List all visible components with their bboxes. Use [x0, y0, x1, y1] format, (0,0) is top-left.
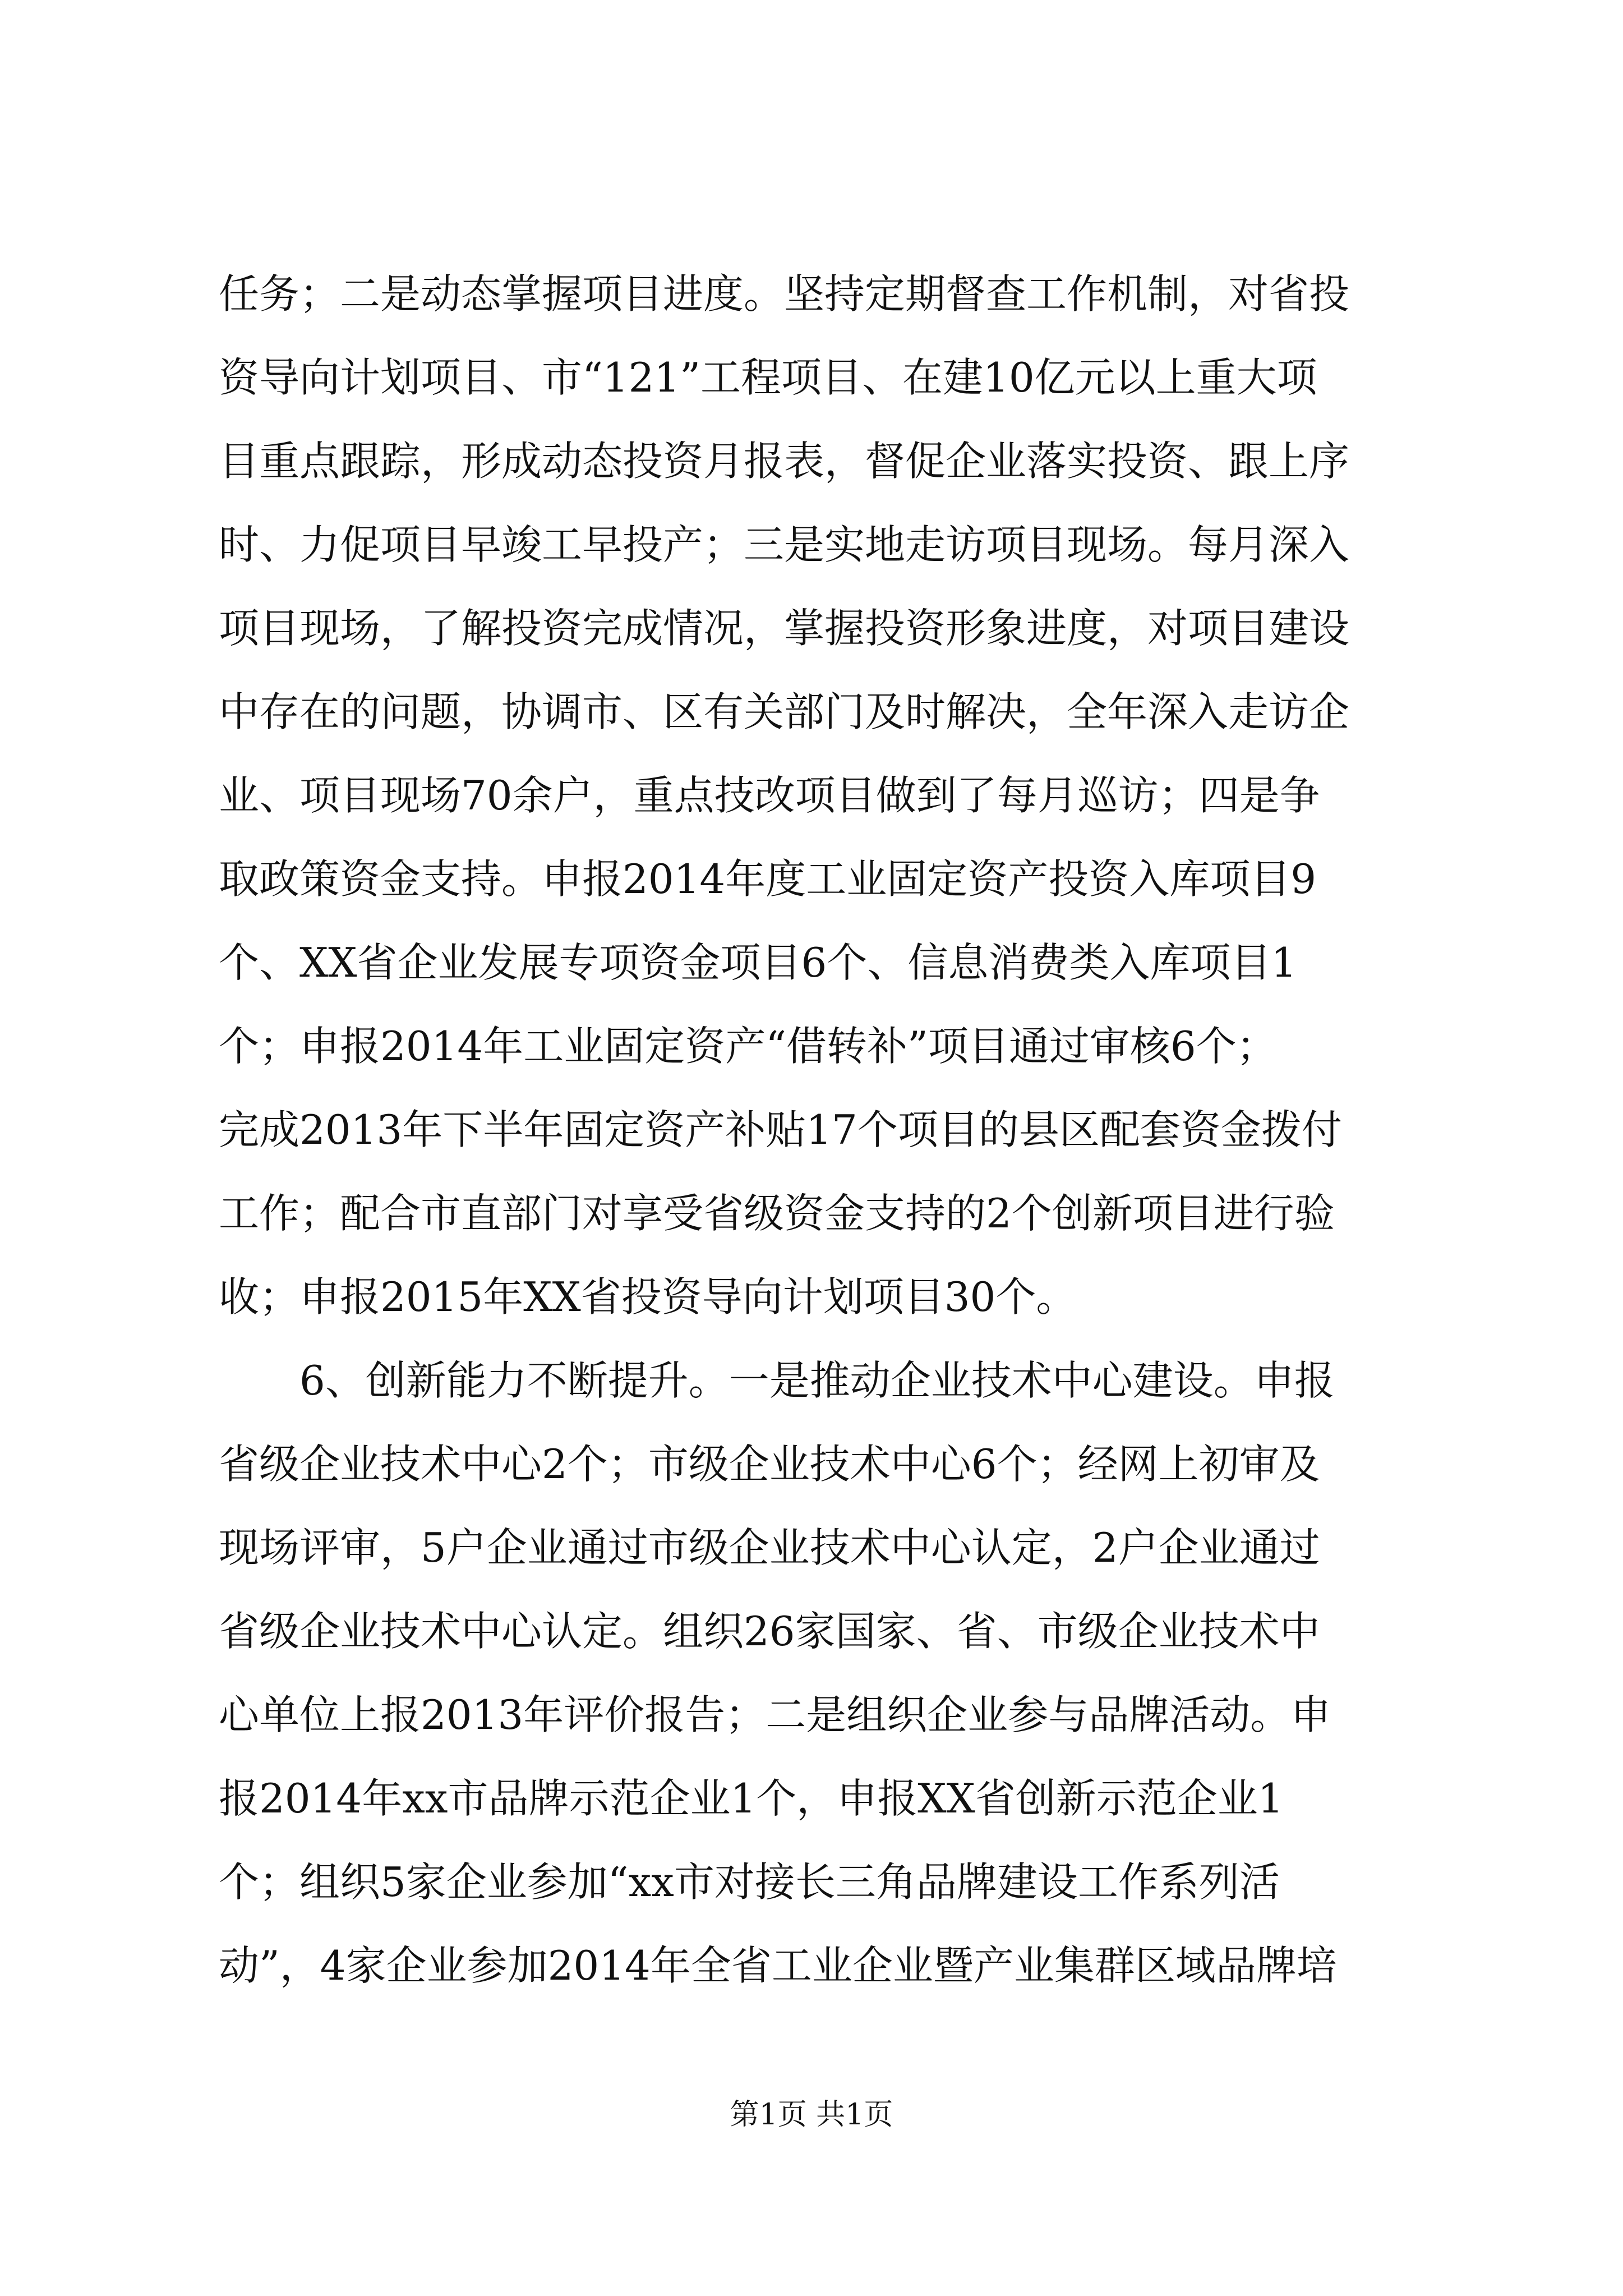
text-line: 动”，4家企业参加2014年全省工业企业暨产业集群区域品牌培 [219, 1942, 1337, 1989]
text-line: 收；申报2015年XX省投资导向计划项目30个。 [219, 1273, 1077, 1320]
text-line: 报2014年xx市品牌示范企业1个，申报XX省创新示范企业1 [219, 1775, 1284, 1822]
page-footer: 第1页 共1页 [730, 2098, 893, 2132]
text-line: 个；组织5家企业参加“xx市对接长三角品牌建设工作系列活 [219, 1858, 1280, 1906]
text-line: 完成2013年下半年固定资产补贴17个项目的县区配套资金拨付 [219, 1106, 1342, 1153]
text-line: 中存在的问题，协调市、区有关部门及时解决，全年深入走访企 [219, 688, 1350, 735]
text-line: 工作；配合市直部门对享受省级资金支持的2个创新项目进行验 [219, 1190, 1335, 1237]
text-line: 个；申报2014年工业固定资产“借转补”项目通过审核6个； [219, 1023, 1277, 1070]
text-line: 业、项目现场70余户，重点技改项目做到了每月巡访；四是争 [219, 772, 1320, 819]
text-line: 任务；二是动态掌握项目进度。坚持定期督查工作机制，对省投 [219, 270, 1350, 318]
text-line: 6、创新能力不断提升。一是推动企业技术中心建设。申报 [219, 1357, 1335, 1404]
text-line: 心单位上报2013年评价报告；二是组织企业参与品牌活动。申 [219, 1691, 1331, 1738]
text-line: 现场评审，5户企业通过市级企业技术中心认定，2户企业通过 [219, 1524, 1320, 1571]
text-line: 省级企业技术中心认定。组织26家国家、省、市级企业技术中 [219, 1608, 1320, 1655]
text-line: 个、XX省企业发展专项资金项目6个、信息消费类入库项目1 [219, 939, 1297, 986]
text-line: 取政策资金支持。申报2014年度工业固定资产投资入库项目9 [219, 855, 1317, 903]
body-text [219, 252, 1419, 2008]
text-line: 省级企业技术中心2个；市级企业技术中心6个；经网上初审及 [219, 1441, 1320, 1488]
text-line: 目重点跟踪，形成动态投资月报表，督促企业落实投资、跟上序 [219, 438, 1350, 485]
text-line: 时、力促项目早竣工早投产；三是实地走访项目现场。每月深入 [219, 521, 1350, 568]
text-line: 资导向计划项目、市“121”工程项目、在建10亿元以上重大项 [219, 354, 1317, 401]
text-line: 项目现场，了解投资完成情况，掌握投资形象进度，对项目建设 [219, 605, 1350, 652]
